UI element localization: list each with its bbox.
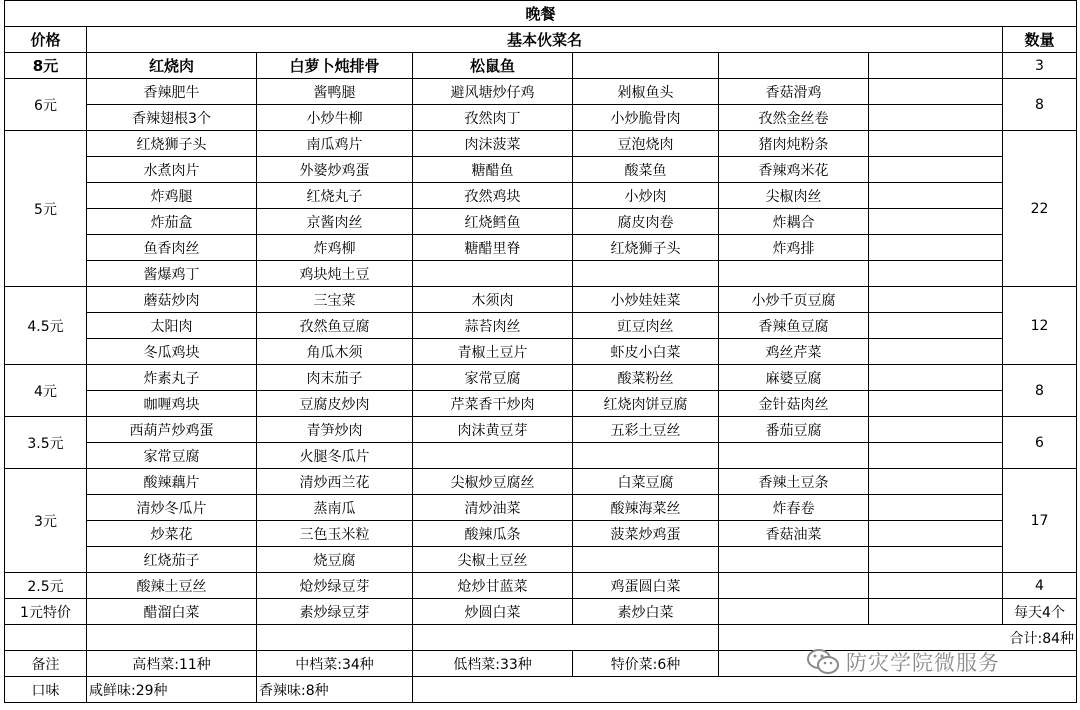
table-row xyxy=(5,521,1077,547)
empty-cell xyxy=(413,625,719,651)
dish-cell: 太阳肉 xyxy=(87,313,257,339)
dish-cell: 五彩土豆丝 xyxy=(573,417,719,443)
dish-cell: 酸菜鱼 xyxy=(573,157,719,183)
dish-cell: 蒸南瓜 xyxy=(257,495,413,521)
dish-cell xyxy=(869,313,1003,339)
dish-cell xyxy=(869,339,1003,365)
dish-cell: 炸耦合 xyxy=(719,209,869,235)
header-row xyxy=(5,27,1077,53)
dish-cell xyxy=(869,157,1003,183)
dish-cell: 青椒土豆片 xyxy=(413,339,573,365)
count-cell: 17 xyxy=(1003,469,1077,573)
dish-cell: 猪肉炖粉条 xyxy=(719,131,869,157)
dish-cell: 豇豆肉丝 xyxy=(573,313,719,339)
dish-cell xyxy=(869,131,1003,157)
dish-cell: 鱼香肉丝 xyxy=(87,235,257,261)
dish-cell: 菠菜炒鸡蛋 xyxy=(573,521,719,547)
dish-cell: 剁椒鱼头 xyxy=(573,79,719,105)
empty-cell xyxy=(413,677,1077,703)
taste-row xyxy=(5,677,1077,703)
dish-cell xyxy=(869,573,1003,599)
dish-cell: 豆腐皮炒肉 xyxy=(257,391,413,417)
watermark-text: 防灾学院微服务 xyxy=(846,651,1000,675)
table-row xyxy=(5,131,1077,157)
dish-cell: 冬瓜鸡块 xyxy=(87,339,257,365)
dish-cell xyxy=(719,599,869,625)
dish-cell xyxy=(719,573,869,599)
dinner-menu-table xyxy=(4,0,1077,703)
dish-cell: 红烧狮子头 xyxy=(87,131,257,157)
count-cell: 22 xyxy=(1003,131,1077,287)
dish-cell xyxy=(573,443,719,469)
dish-cell xyxy=(869,469,1003,495)
dish-cell: 鸡块炖土豆 xyxy=(257,261,413,287)
dish-cell: 炸茄盒 xyxy=(87,209,257,235)
dish-cell xyxy=(869,53,1003,79)
table-row xyxy=(5,599,1077,625)
dish-cell xyxy=(869,209,1003,235)
table-row xyxy=(5,495,1077,521)
dish-cell: 白菜豆腐 xyxy=(573,469,719,495)
dish-cell: 炝炒绿豆芽 xyxy=(257,573,413,599)
price-cell: 4.5元 xyxy=(5,287,87,365)
count-cell: 12 xyxy=(1003,287,1077,365)
dish-cell: 尖椒肉丝 xyxy=(719,183,869,209)
dish-cell xyxy=(869,495,1003,521)
dish-cell xyxy=(413,261,573,287)
empty-cell xyxy=(5,625,87,651)
title-row xyxy=(5,1,1077,27)
dish-cell: 芹菜香干炒肉 xyxy=(413,391,573,417)
dish-cell: 红烧茄子 xyxy=(87,547,257,573)
dish-cell xyxy=(869,183,1003,209)
dish-cell: 烧豆腐 xyxy=(257,547,413,573)
dish-cell: 鸡蛋圆白菜 xyxy=(573,573,719,599)
dish-cell: 青笋炒肉 xyxy=(257,417,413,443)
dish-cell: 肉末茄子 xyxy=(257,365,413,391)
menu-sheet xyxy=(4,0,1076,710)
dish-cell: 清炒油菜 xyxy=(413,495,573,521)
dish-cell: 蒜苔肉丝 xyxy=(413,313,573,339)
price-cell: 4元 xyxy=(5,365,87,417)
notes-label: 备注 xyxy=(5,651,87,677)
dish-cell: 蘑菇炒肉 xyxy=(87,287,257,313)
dish-cell: 香菇滑鸡 xyxy=(719,79,869,105)
dish-cell: 炒菜花 xyxy=(87,521,257,547)
dish-cell xyxy=(719,261,869,287)
dish-cell: 三色玉米粒 xyxy=(257,521,413,547)
table-row xyxy=(5,365,1077,391)
table-row xyxy=(5,443,1077,469)
dish-cell: 香辣鸡米花 xyxy=(719,157,869,183)
dish-cell: 三宝菜 xyxy=(257,287,413,313)
dish-cell: 酸辣藕片 xyxy=(87,469,257,495)
table-row xyxy=(5,105,1077,131)
dish-cell: 红烧肉 xyxy=(87,53,257,79)
price-cell: 6元 xyxy=(5,79,87,131)
dish-cell xyxy=(869,261,1003,287)
table-row xyxy=(5,573,1077,599)
table-row xyxy=(5,339,1077,365)
count-cell: 每天4个 xyxy=(1003,599,1077,625)
dish-cell: 番茄豆腐 xyxy=(719,417,869,443)
table-row xyxy=(5,417,1077,443)
dish-cell: 香菇油菜 xyxy=(719,521,869,547)
dish-cell: 素炒白菜 xyxy=(573,599,719,625)
dish-cell: 炸鸡柳 xyxy=(257,235,413,261)
dish-cell: 外婆炒鸡蛋 xyxy=(257,157,413,183)
price-8-row xyxy=(5,53,1077,79)
dish-cell xyxy=(869,443,1003,469)
table-row xyxy=(5,469,1077,495)
table-row xyxy=(5,183,1077,209)
dish-cell xyxy=(869,391,1003,417)
dish-cell: 小炒脆骨肉 xyxy=(573,105,719,131)
dish-cell: 酱爆鸡丁 xyxy=(87,261,257,287)
dish-cell: 酱鸭腿 xyxy=(257,79,413,105)
wechat-icon xyxy=(806,648,840,676)
price-cell: 3.5元 xyxy=(5,417,87,469)
dish-cell: 孜然鸡块 xyxy=(413,183,573,209)
note-cell: 高档菜:11种 xyxy=(87,651,257,677)
dish-cell xyxy=(869,287,1003,313)
price-cell: 5元 xyxy=(5,131,87,287)
note-cell: 低档菜:33种 xyxy=(413,651,573,677)
dish-cell: 炸鸡腿 xyxy=(87,183,257,209)
header-dishes: 基本伙菜名 xyxy=(87,27,1003,53)
table-row xyxy=(5,313,1077,339)
dish-cell: 红烧丸子 xyxy=(257,183,413,209)
dish-cell: 孜然金丝卷 xyxy=(719,105,869,131)
dish-cell xyxy=(869,235,1003,261)
dish-cell: 红烧肉饼豆腐 xyxy=(573,391,719,417)
dish-cell: 家常豆腐 xyxy=(413,365,573,391)
count-cell: 8 xyxy=(1003,365,1077,417)
dish-cell: 小炒娃娃菜 xyxy=(573,287,719,313)
count-cell: 6 xyxy=(1003,417,1077,469)
dish-cell: 素炒绿豆芽 xyxy=(257,599,413,625)
dish-cell: 香辣肥牛 xyxy=(87,79,257,105)
dish-cell: 火腿冬瓜片 xyxy=(257,443,413,469)
table-row xyxy=(5,547,1077,573)
price-cell: 2.5元 xyxy=(5,573,87,599)
dish-cell: 腐皮肉卷 xyxy=(573,209,719,235)
empty-cell xyxy=(87,625,257,651)
dish-cell: 金针菇肉丝 xyxy=(719,391,869,417)
dish-cell: 炒圆白菜 xyxy=(413,599,573,625)
dish-cell: 南瓜鸡片 xyxy=(257,131,413,157)
dish-cell: 香辣土豆条 xyxy=(719,469,869,495)
dish-cell: 糖醋鱼 xyxy=(413,157,573,183)
dish-cell: 酸辣土豆丝 xyxy=(87,573,257,599)
table-row xyxy=(5,157,1077,183)
dish-cell: 家常豆腐 xyxy=(87,443,257,469)
dish-cell: 醋溜白菜 xyxy=(87,599,257,625)
dish-cell: 尖椒土豆丝 xyxy=(413,547,573,573)
dish-cell xyxy=(869,417,1003,443)
dish-cell: 酸菜粉丝 xyxy=(573,365,719,391)
taste-spicy: 香辣味:8种 xyxy=(257,677,413,703)
dish-cell: 小炒牛柳 xyxy=(257,105,413,131)
dish-cell: 炸素丸子 xyxy=(87,365,257,391)
dish-cell: 红烧狮子头 xyxy=(573,235,719,261)
note-cell: 中档菜:34种 xyxy=(257,651,413,677)
dish-cell: 豆泡烧肉 xyxy=(573,131,719,157)
dish-cell: 鸡丝芹菜 xyxy=(719,339,869,365)
dish-cell: 水煮肉片 xyxy=(87,157,257,183)
count-cell: 3 xyxy=(1003,53,1077,79)
dish-cell xyxy=(573,261,719,287)
note-cell: 特价菜:6种 xyxy=(573,651,719,677)
dish-cell xyxy=(869,365,1003,391)
taste-salty: 咸鲜味:29种 xyxy=(87,677,257,703)
dish-cell xyxy=(719,547,869,573)
price-cell: 8元 xyxy=(5,53,87,79)
dish-cell: 孜然肉丁 xyxy=(413,105,573,131)
dish-cell: 木须肉 xyxy=(413,287,573,313)
dish-cell: 松鼠鱼 xyxy=(413,53,573,79)
dish-cell: 尖椒炒豆腐丝 xyxy=(413,469,573,495)
dish-cell: 虾皮小白菜 xyxy=(573,339,719,365)
dish-cell: 肉沫黄豆芽 xyxy=(413,417,573,443)
dish-cell: 肉沫菠菜 xyxy=(413,131,573,157)
price-cell: 1元特价 xyxy=(5,599,87,625)
dish-cell xyxy=(719,53,869,79)
dish-cell xyxy=(869,599,1003,625)
dish-cell: 香辣翅根3个 xyxy=(87,105,257,131)
table-title: 晚餐 xyxy=(5,1,1077,27)
price-cell: 3元 xyxy=(5,469,87,573)
dish-cell: 清炒西兰花 xyxy=(257,469,413,495)
dish-cell: 白萝卜炖排骨 xyxy=(257,53,413,79)
dish-cell: 避风塘炒仔鸡 xyxy=(413,79,573,105)
dish-cell: 酸辣海菜丝 xyxy=(573,495,719,521)
dish-cell xyxy=(413,443,573,469)
dish-cell: 麻婆豆腐 xyxy=(719,365,869,391)
dish-cell: 糖醋里脊 xyxy=(413,235,573,261)
dish-cell xyxy=(869,105,1003,131)
dish-cell: 小炒千页豆腐 xyxy=(719,287,869,313)
dish-cell xyxy=(719,443,869,469)
table-row xyxy=(5,209,1077,235)
dish-cell: 红烧鳕鱼 xyxy=(413,209,573,235)
total-cell: 合计:84种 xyxy=(719,625,1077,651)
dish-cell: 西葫芦炒鸡蛋 xyxy=(87,417,257,443)
count-cell: 4 xyxy=(1003,573,1077,599)
header-count: 数量 xyxy=(1003,27,1077,53)
dish-cell: 炝炒甘蓝菜 xyxy=(413,573,573,599)
dish-cell: 酸辣瓜条 xyxy=(413,521,573,547)
table-row xyxy=(5,235,1077,261)
empty-cell xyxy=(257,625,413,651)
dish-cell xyxy=(573,547,719,573)
watermark xyxy=(806,644,1066,680)
dish-cell: 清炒冬瓜片 xyxy=(87,495,257,521)
taste-label: 口味 xyxy=(5,677,87,703)
dish-cell: 京酱肉丝 xyxy=(257,209,413,235)
dish-cell: 香辣鱼豆腐 xyxy=(719,313,869,339)
dish-cell: 小炒肉 xyxy=(573,183,719,209)
count-cell: 8 xyxy=(1003,79,1077,131)
table-row xyxy=(5,287,1077,313)
table-row xyxy=(5,261,1077,287)
dish-cell: 角瓜木须 xyxy=(257,339,413,365)
dish-cell: 孜然鱼豆腐 xyxy=(257,313,413,339)
dish-cell xyxy=(869,79,1003,105)
dish-cell xyxy=(573,53,719,79)
table-row xyxy=(5,79,1077,105)
dish-cell xyxy=(869,521,1003,547)
dish-cell: 咖喱鸡块 xyxy=(87,391,257,417)
dish-cell xyxy=(869,547,1003,573)
dish-cell: 炸鸡排 xyxy=(719,235,869,261)
table-row xyxy=(5,391,1077,417)
header-price: 价格 xyxy=(5,27,87,53)
dish-cell: 炸春卷 xyxy=(719,495,869,521)
